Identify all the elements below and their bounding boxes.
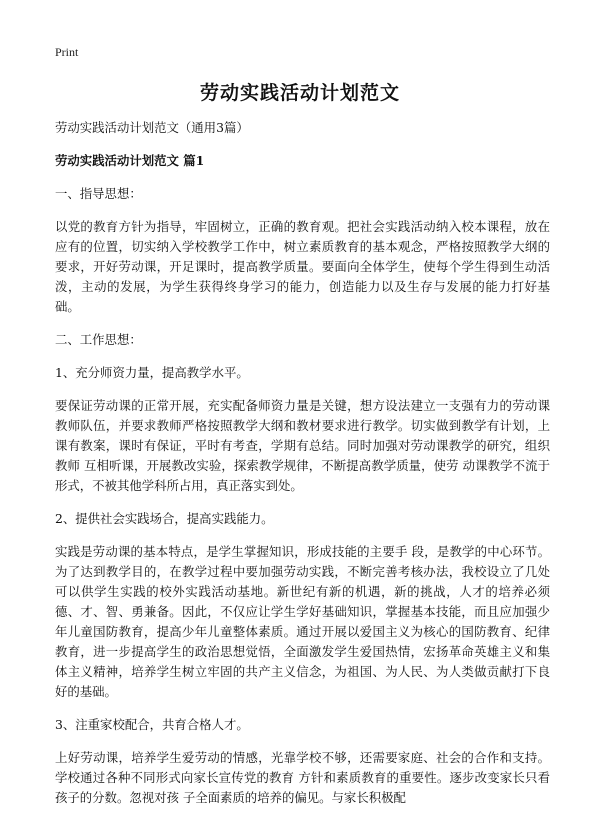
- subheading-home-school: 3、注重家校配合，共育合格人才。: [55, 717, 249, 732]
- heading-work-thought: 二、工作思想：: [55, 332, 142, 347]
- paragraph-teacher-resources: 要保证劳动课的正常开展，充实配备师资力量是关键，想方设法建立一支强有力的劳动课教师队伍，并要求教师严格按照教学大纲和教材要求进行教学。切实做到教学有计划，上课有教案，课时有保证，平时有考查，学期有总结。同时加强对劳动课教学的研究，组织教师 互相听课，开展教改实验，探索教学规律，不断提高教学质量，使劳 动课教学不流于形式，不被其他学科所占用，真正落实到处。: [55, 398, 550, 493]
- document-title: 劳动实践活动计划范文: [199, 82, 400, 104]
- subheading-teacher-resources: 1、充分师资力量，提高教学水平。: [55, 365, 249, 380]
- subheading-practice-venues: 2、提供社会实践场合，提高实践能力。: [55, 511, 274, 526]
- document-subtitle: 劳动实践活动计划范文（通用3篇）: [55, 120, 249, 135]
- heading-guiding-thought: 一、指导思想：: [55, 186, 142, 201]
- document-body: [55, 118, 550, 808]
- paragraph-practice-venues: 实践是劳动课的基本特点，是学生掌握知识，形成技能的主要手 段，是教学的中心环节。为了达到教学目的，在教学过程中要加强劳动实践，不断完善考核办法，我校设立了几处可以供学生实践的校外实践活动基地。新世纪有新的机遇，新的挑战，人才的培养必须德、才、智、勇兼备。因此，不仅应让学生学好基础知识，掌握基本技能，而且应加强少年儿童国防教育，提高少年儿童整体素质。通过开展以爱国主义为核心的国防教育、纪律教育，进一步提高学生的政治思想觉悟，全面激发学生爱国热情，宏扬革命英雄主义和集体主义精神，培养学生树立牢固的共产主义信念，为祖国、为人民、为人类做贡献打下良好的基础。: [55, 544, 550, 699]
- paragraph-home-school: 上好劳动课，培养学生爱劳动的情感，光靠学校不够，还需要家庭、社会的合作和支持。学校通过各种不同形式向家长宣传党的教育 方针和素质教育的重要性。逐步改变家长只看孩子的分数。忽视对孩 子全面素质的培养的偏见。与家长积极配: [55, 750, 550, 805]
- paragraph-guiding-thought: 以党的教育方针为指导，牢固树立，正确的教育观。把社会实践活动纳入校本课程，放在应有的位置，切实纳入学校教学工作中，树立素质教育的基本观念，严格按照教学大纲的要求，开好劳动课，开足课时，提高教学质量。要面向全体学生，使每个学生得到生动活泼，主动的发展，为学生获得终身学习的能力，创造能力以及生存与发展的能力打好基础。: [55, 219, 550, 314]
- print-link[interactable]: Print: [55, 45, 79, 59]
- section-heading: 劳动实践活动计划范文 篇1: [55, 153, 205, 168]
